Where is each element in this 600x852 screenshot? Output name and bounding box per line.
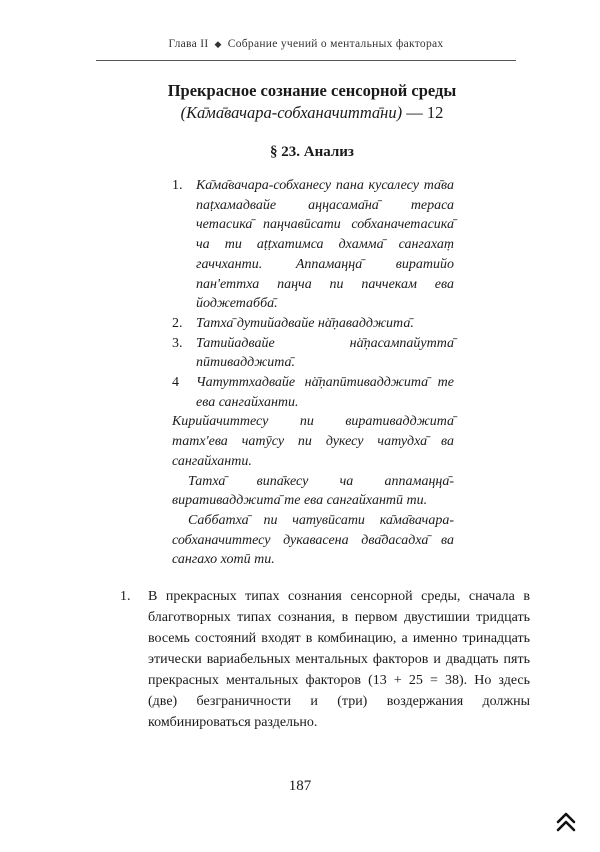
- translation-item: [120, 586, 530, 733]
- diamond-separator-icon: ◆: [214, 39, 222, 49]
- pali-paragraph: Татха̄ випа̄кесу ча аппамаңңа̄-виративадджита̄ те ева сангайхантӣ ти.: [172, 473, 454, 509]
- page-subtitle: [96, 102, 528, 124]
- running-head: [96, 38, 516, 50]
- pali-item-text: Ка̄ма̄вачара-собханесу пана кусалесу та̄ва паṭхамадвайе аңңасама̄на̄ тераса четасика̄ паңчавӣсати собханачетасика̄ ча ти аṭṭхатимса дхамма̄ сангахаṃ гаччханти. Аппамаңңа̄ виратийо пан'еттха паңча пи паччекам ева йоджетабба̄.: [196, 178, 454, 312]
- double-chevron-up-icon[interactable]: [554, 810, 578, 834]
- pali-list-item: [172, 373, 454, 412]
- pali-text-block: [172, 176, 454, 570]
- pali-item-text: Татийадвайе н̇а̄ṇасампайутта̄ пӣтивадджита̄.: [196, 335, 454, 371]
- translation-number: 1.: [120, 589, 131, 604]
- pali-item-number: 4: [172, 375, 179, 391]
- translation-text: В прекрасных типах сознания сенсорной среды, сначала в благотворных типах сознания, в первом двустишии тридцать восемь состояний входят в комбинацию, а именно тринадцать этически вариабельных ментальных факторов и двадцать пять прекрасных ментальных факторов (13 + 25 = 38). Но здесь (две) безграничности и (три) воздержания должны комбинироваться раздельно.: [148, 589, 530, 730]
- pali-item-number: 3.: [172, 335, 183, 351]
- chapter-title: Собрание учений о ментальных факторах: [227, 38, 444, 50]
- section-heading: § 23. Анализ: [270, 144, 354, 160]
- page-number: 187: [288, 778, 312, 794]
- pali-paragraph: Кирийачиттесу пи виративадджита̄ татх'ева чатӯсу пи дукесу чатудха̄ ва сангайханти.: [172, 414, 454, 469]
- pali-item-number: 1.: [172, 178, 183, 193]
- pali-item-number: 2.: [172, 315, 183, 331]
- pali-paragraph: Саббатха̄ пи чатувӣсати ка̄ма̄вачара-собханачиттесу дукавасена два̄дасадха̄ ва сангахо хотӣ ти.: [172, 512, 454, 568]
- pali-list-item: [172, 314, 454, 334]
- pali-list-item: [172, 334, 454, 373]
- pali-item-text: Татха̄ дутийадвайе н̇а̄ṇавадджита̄.: [196, 315, 414, 331]
- chapter-label: Глава II: [168, 38, 209, 50]
- subtitle-pali: (Ка̄ма̄вачара-собханачитта̄ни): [180, 103, 403, 122]
- subtitle-suffix: — 12: [402, 103, 444, 122]
- header-rule: [96, 60, 516, 61]
- pali-item-text: Чатуттхадвайе н̇а̄ṇапӣтивадджита̄ те ева сангайханти.: [196, 375, 454, 410]
- pali-list-item: [172, 176, 454, 314]
- page-title: Прекрасное сознание сенсорной среды: [167, 81, 457, 100]
